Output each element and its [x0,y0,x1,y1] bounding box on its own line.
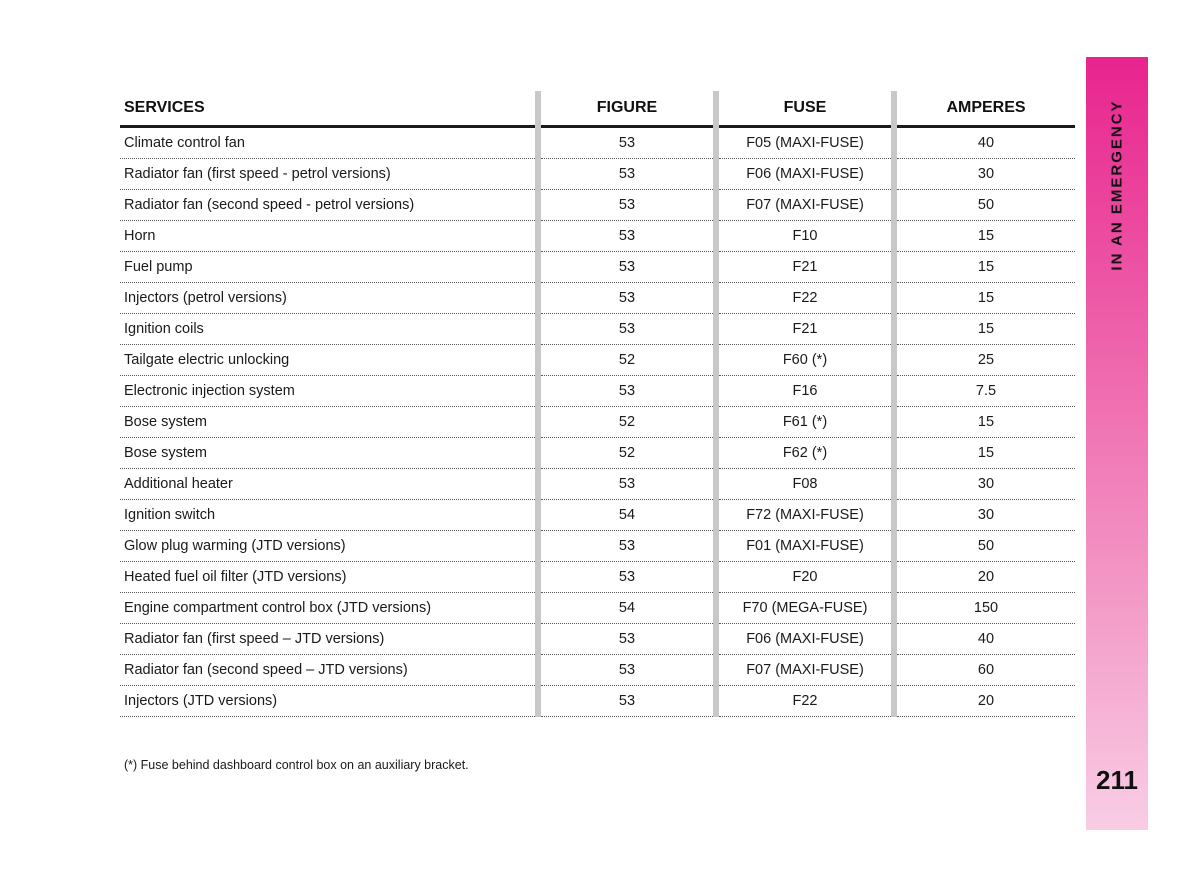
table-row [120,562,1075,593]
cell-fuse: F08 [716,469,894,500]
cell-figure: 53 [538,562,716,593]
cell-amperes: 30 [894,469,1075,500]
cell-service: Fuel pump [120,252,538,283]
cell-figure: 54 [538,500,716,531]
cell-amperes: 40 [894,127,1075,159]
cell-amperes: 150 [894,593,1075,624]
table-row [120,407,1075,438]
cell-amperes: 30 [894,159,1075,190]
cell-fuse: F05 (MAXI-FUSE) [716,127,894,159]
cell-figure: 54 [538,593,716,624]
cell-figure: 53 [538,314,716,345]
cell-service: Bose system [120,407,538,438]
cell-figure: 53 [538,127,716,159]
cell-fuse: F06 (MAXI-FUSE) [716,159,894,190]
cell-amperes: 15 [894,438,1075,469]
cell-amperes: 15 [894,283,1075,314]
cell-amperes: 50 [894,531,1075,562]
table-row [120,624,1075,655]
table-row [120,469,1075,500]
cell-figure: 52 [538,438,716,469]
table-body [120,127,1075,717]
cell-figure: 53 [538,469,716,500]
table-row [120,438,1075,469]
cell-figure: 53 [538,531,716,562]
table-row [120,159,1075,190]
cell-service: Climate control fan [120,127,538,159]
fuse-table [120,91,1075,717]
cell-figure: 53 [538,252,716,283]
cell-service: Glow plug warming (JTD versions) [120,531,538,562]
cell-fuse: F20 [716,562,894,593]
table-row [120,376,1075,407]
cell-fuse: F70 (MEGA-FUSE) [716,593,894,624]
table-header-row [120,91,1075,127]
cell-amperes: 60 [894,655,1075,686]
cell-service: Horn [120,221,538,252]
section-tab-label-wrap [1086,57,1148,317]
cell-amperes: 7.5 [894,376,1075,407]
cell-fuse: F21 [716,252,894,283]
header-amperes: AMPERES [894,91,1075,127]
cell-fuse: F07 (MAXI-FUSE) [716,655,894,686]
cell-service: Radiator fan (first speed - petrol versions) [120,159,538,190]
header-figure: FIGURE [538,91,716,127]
cell-figure: 52 [538,407,716,438]
cell-figure: 53 [538,624,716,655]
cell-fuse: F10 [716,221,894,252]
cell-amperes: 15 [894,252,1075,283]
table-row [120,345,1075,376]
table-row [120,500,1075,531]
section-tab-label: IN AN EMERGENCY [1108,99,1126,271]
cell-service: Radiator fan (first speed – JTD versions) [120,624,538,655]
cell-figure: 53 [538,376,716,407]
cell-fuse: F06 (MAXI-FUSE) [716,624,894,655]
cell-figure: 53 [538,283,716,314]
header-fuse: FUSE [716,91,894,127]
cell-amperes: 20 [894,562,1075,593]
table-row [120,221,1075,252]
cell-figure: 53 [538,159,716,190]
cell-service: Electronic injection system [120,376,538,407]
cell-fuse: F60 (*) [716,345,894,376]
table-row [120,314,1075,345]
cell-fuse: F01 (MAXI-FUSE) [716,531,894,562]
cell-service: Injectors (JTD versions) [120,686,538,717]
cell-fuse: F61 (*) [716,407,894,438]
table-row [120,190,1075,221]
header-services: SERVICES [120,91,538,127]
cell-service: Heated fuel oil filter (JTD versions) [120,562,538,593]
cell-service: Ignition switch [120,500,538,531]
cell-service: Injectors (petrol versions) [120,283,538,314]
table-row [120,655,1075,686]
cell-amperes: 40 [894,624,1075,655]
cell-service: Engine compartment control box (JTD versions) [120,593,538,624]
cell-fuse: F07 (MAXI-FUSE) [716,190,894,221]
cell-fuse: F21 [716,314,894,345]
cell-service: Additional heater [120,469,538,500]
cell-service: Ignition coils [120,314,538,345]
cell-amperes: 50 [894,190,1075,221]
cell-figure: 53 [538,686,716,717]
page-number: 211 [1096,765,1138,795]
cell-amperes: 15 [894,314,1075,345]
table-row [120,283,1075,314]
cell-fuse: F22 [716,283,894,314]
cell-amperes: 25 [894,345,1075,376]
table-row [120,127,1075,159]
cell-figure: 53 [538,221,716,252]
cell-service: Tailgate electric unlocking [120,345,538,376]
table-row [120,686,1075,717]
cell-fuse: F16 [716,376,894,407]
table-row [120,593,1075,624]
cell-amperes: 20 [894,686,1075,717]
cell-amperes: 30 [894,500,1075,531]
cell-amperes: 15 [894,407,1075,438]
cell-figure: 52 [538,345,716,376]
cell-figure: 53 [538,655,716,686]
cell-amperes: 15 [894,221,1075,252]
cell-figure: 53 [538,190,716,221]
cell-service: Radiator fan (second speed – JTD versions) [120,655,538,686]
cell-fuse: F22 [716,686,894,717]
cell-fuse: F62 (*) [716,438,894,469]
footnote: (*) Fuse behind dashboard control box on an auxiliary bracket. [124,758,469,772]
cell-service: Bose system [120,438,538,469]
cell-fuse: F72 (MAXI-FUSE) [716,500,894,531]
cell-service: Radiator fan (second speed - petrol versions) [120,190,538,221]
table-row [120,531,1075,562]
table-row [120,252,1075,283]
